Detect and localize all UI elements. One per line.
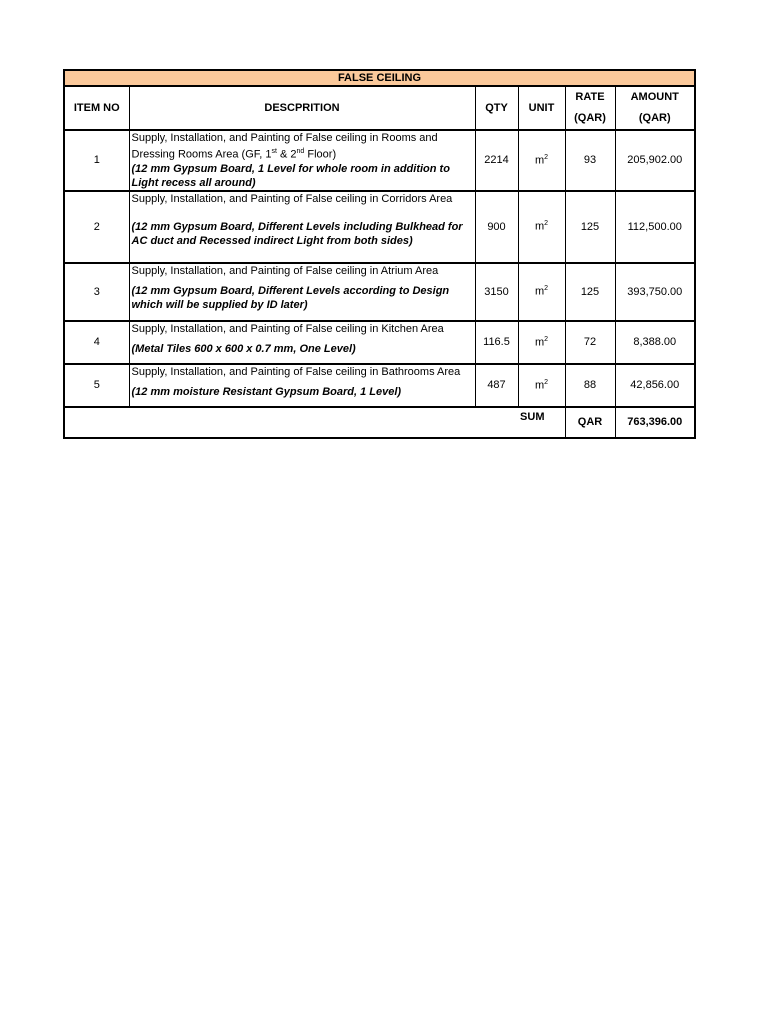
item-description — [129, 321, 475, 364]
table-title: FALSE CEILING — [64, 70, 695, 86]
header-rate — [565, 86, 615, 130]
item-description — [129, 364, 475, 407]
description-part: Supply, Installation, and Painting of False ceiling in Rooms and Dressing Rooms Area (GF, 1 — [131, 132, 438, 161]
description-part: & 2 — [276, 148, 297, 161]
item-qty: 3150 — [475, 263, 518, 321]
unit-base: m — [534, 336, 545, 349]
item-unit — [518, 130, 565, 191]
header-description: DESCPRITION — [129, 86, 475, 130]
item-description — [129, 191, 475, 263]
item-description — [129, 130, 475, 191]
item-number: 3 — [64, 263, 129, 321]
description-note: (12 mm moisture Resistant Gypsum Board, 1 Level) — [131, 385, 402, 398]
description-note: (Metal Tiles 600 x 600 x 0.7 mm, One Level) — [131, 342, 356, 355]
item-rate: 125 — [565, 263, 615, 321]
item-qty: 900 — [475, 191, 518, 263]
item-rate: 72 — [565, 321, 615, 364]
item-qty: 487 — [475, 364, 518, 407]
item-description — [129, 263, 475, 321]
sum-currency: QAR — [565, 407, 615, 438]
header-rate-label: RATE — [575, 91, 605, 103]
description-part: Floor) — [304, 148, 337, 161]
item-unit — [518, 321, 565, 364]
description-note: (12 mm Gypsum Board, 1 Level for whole room in addition to Light recess all around) — [131, 162, 450, 189]
description-text: Supply, Installation, and Painting of False ceiling in Atrium Area — [131, 264, 439, 277]
table-row — [64, 130, 695, 191]
sum-row — [64, 407, 695, 438]
item-amount: 393,750.00 — [615, 263, 695, 321]
item-number: 4 — [64, 321, 129, 364]
item-unit — [518, 364, 565, 407]
item-number: 2 — [64, 191, 129, 263]
item-qty: 2214 — [475, 130, 518, 191]
unit-base: m — [534, 285, 545, 298]
unit-base: m — [534, 220, 545, 233]
description-text: Supply, Installation, and Painting of False ceiling in Corridors Area — [131, 192, 453, 205]
item-amount: 42,856.00 — [615, 364, 695, 407]
item-qty: 116.5 — [475, 321, 518, 364]
item-rate: 88 — [565, 364, 615, 407]
item-amount: 205,902.00 — [615, 130, 695, 191]
description-text: Supply, Installation, and Painting of False ceiling in Kitchen Area — [131, 322, 444, 335]
table-row — [64, 191, 695, 263]
sum-label: SUM — [475, 407, 565, 438]
item-number: 5 — [64, 364, 129, 407]
header-qty: QTY — [475, 86, 518, 130]
unit-base: m — [534, 379, 545, 392]
header-amount-label: AMOUNT — [630, 91, 679, 103]
description-note: (12 mm Gypsum Board, Different Levels including Bulkhead for AC duct and Recessed indirect Light from both sides) — [131, 220, 463, 247]
table-row — [64, 321, 695, 364]
item-rate: 93 — [565, 130, 615, 191]
unit-exponent: 2 — [544, 285, 549, 293]
item-rate: 125 — [565, 191, 615, 263]
header-rate-currency: (QAR) — [574, 112, 606, 124]
false-ceiling-table — [63, 69, 696, 439]
unit-exponent: 2 — [544, 378, 549, 386]
table-row — [64, 364, 695, 407]
unit-exponent: 2 — [544, 335, 549, 343]
header-amount-currency: (QAR) — [638, 112, 671, 124]
table-row — [64, 263, 695, 321]
unit-base: m — [534, 154, 545, 167]
header-amount — [615, 86, 695, 130]
description-superscript: st — [271, 148, 277, 155]
description-note: (12 mm Gypsum Board, Different Levels according to Design which will be supplied by ID later) — [131, 284, 450, 311]
description-superscript: nd — [296, 148, 305, 155]
sum-blank — [64, 407, 475, 438]
unit-exponent: 2 — [544, 220, 549, 228]
item-unit — [518, 263, 565, 321]
description-text: Supply, Installation, and Painting of False ceiling in Bathrooms Area — [131, 365, 461, 378]
header-unit: UNIT — [518, 86, 565, 130]
header-item-no: ITEM NO — [64, 86, 129, 130]
spacer — [132, 206, 473, 220]
item-amount: 112,500.00 — [615, 191, 695, 263]
item-number: 1 — [64, 130, 129, 191]
description-text — [132, 131, 473, 162]
item-amount: 8,388.00 — [615, 321, 695, 364]
unit-exponent: 2 — [544, 154, 549, 161]
item-unit — [518, 191, 565, 263]
sum-total: 763,396.00 — [615, 407, 695, 438]
